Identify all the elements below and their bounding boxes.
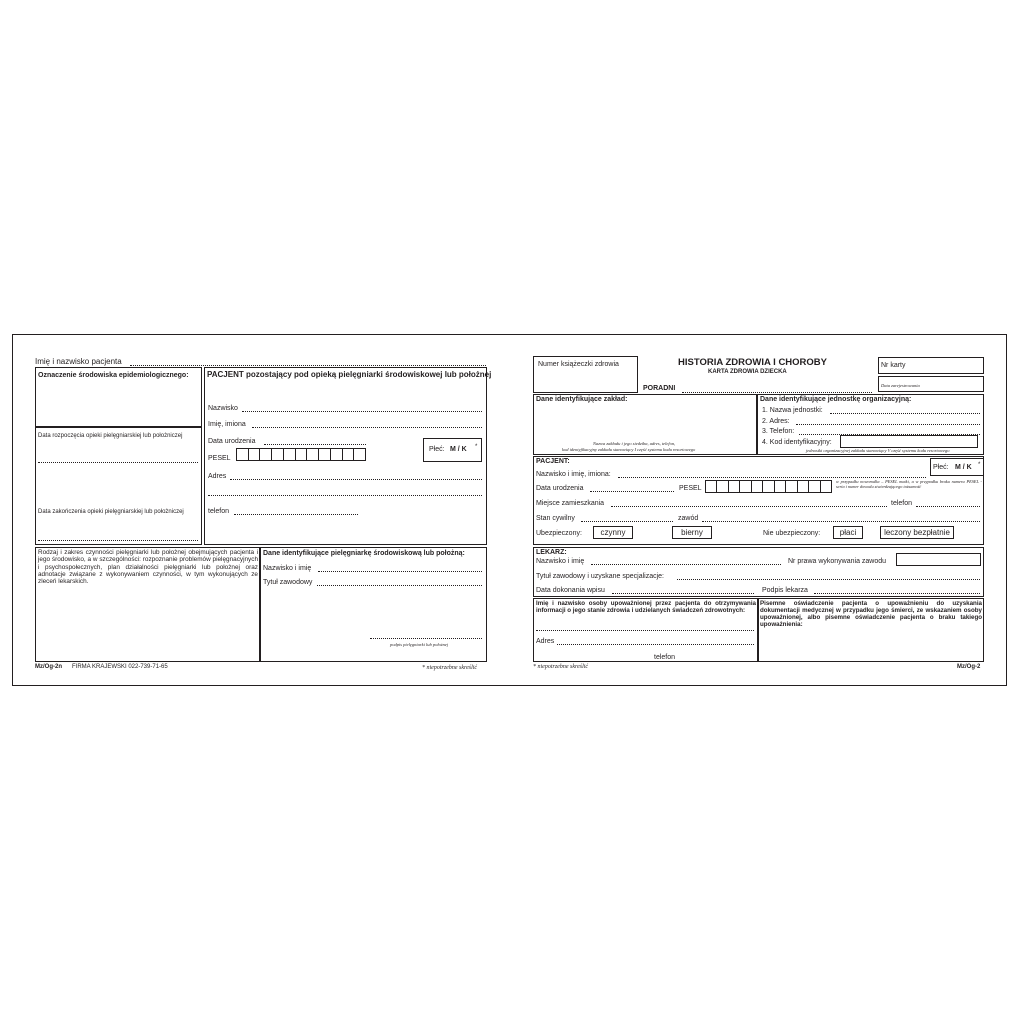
doctor-title-field[interactable] bbox=[677, 579, 980, 580]
clinic-field[interactable] bbox=[682, 392, 872, 393]
license-field[interactable] bbox=[896, 553, 981, 566]
unit-name-field[interactable] bbox=[830, 413, 980, 414]
facility-heading: Dane identyfikujące zakład: bbox=[536, 396, 628, 403]
insured-label: Ubezpieczony: bbox=[536, 530, 582, 537]
pesel-right-cells[interactable] bbox=[705, 480, 832, 493]
authorized-heading: Imię i nazwisko osoby upoważnionej przez pacjenta do otrzymywania informacji o jego stanie zdrowia i udzielanych świadczeń zdrowotnych: bbox=[536, 600, 756, 615]
pays-option[interactable]: płaci bbox=[833, 526, 863, 539]
facility-caption-1: Nazwa zakładu i jego siedziba, adres, telefon, bbox=[593, 441, 676, 446]
birth-right-field[interactable] bbox=[590, 491, 674, 492]
address-label: Adres bbox=[208, 473, 227, 480]
uninsured-label: Nie ubezpieczony: bbox=[763, 530, 821, 537]
firstnames-label: Imię, imiona bbox=[208, 421, 246, 428]
unit-address-label: 2. Adres: bbox=[762, 418, 790, 425]
unit-heading: Dane identyfikujące jednostkę organizacyjną: bbox=[760, 396, 912, 403]
nurse-title-field[interactable] bbox=[317, 585, 482, 586]
job-label: zawód bbox=[678, 515, 699, 522]
pesel-right-note: w przypadku noworodka – PESEL matki, a w przypadku braku numeru PESEL - seria i numer dowodu stwierdzającego tożsamość bbox=[836, 479, 982, 490]
address-field[interactable] bbox=[230, 479, 482, 480]
unit-code-label: 4. Kod identyfikacyjny: bbox=[762, 439, 832, 446]
patient-right-heading: PACJENT: bbox=[536, 458, 570, 465]
insured-active-option[interactable]: czynny bbox=[593, 526, 633, 539]
sex-right-label: Płeć: bbox=[933, 464, 949, 471]
pesel-label: PESEL bbox=[208, 455, 231, 462]
facility-caption-2: kod identyfikacyjny zakładu stanowiący I część systemu kodu resortowego bbox=[562, 447, 696, 452]
unit-phone-label: 3. Telefon: bbox=[762, 428, 795, 435]
doctor-heading: LEKARZ: bbox=[536, 549, 567, 556]
unit-name-label: 1. Nazwa jednostki: bbox=[762, 407, 823, 414]
nurse-title-label: Tytuł zawodowy bbox=[263, 579, 313, 586]
sex-options[interactable]: M / K bbox=[450, 446, 467, 453]
doctor-name-label: Nazwisko i imię bbox=[536, 558, 585, 565]
unit-address-field[interactable] bbox=[796, 424, 980, 425]
left-footer-note: * niepotrzebne skreślić bbox=[422, 665, 478, 671]
care-dates-box bbox=[35, 427, 202, 545]
sex-right-options[interactable]: M / K bbox=[955, 464, 972, 471]
card-no-label[interactable]: Nr karty bbox=[881, 362, 906, 369]
care-end-label: Data zakończenia opieki pielęgniarskiej lub położniczej bbox=[38, 509, 184, 515]
patient-name-label: Imię i nazwisko pacjenta bbox=[35, 357, 122, 366]
nurse-name-label: Nazwisko i imię bbox=[263, 565, 312, 572]
phone-label: telefon bbox=[208, 508, 230, 515]
birth-field[interactable] bbox=[264, 444, 366, 445]
authorized-name-field[interactable] bbox=[536, 630, 754, 631]
civil-field[interactable] bbox=[581, 521, 673, 522]
unit-code-field[interactable] bbox=[840, 435, 978, 448]
left-footer-firm: FIRMA KRAJEWSKI 022-739-71-65 bbox=[72, 664, 168, 670]
sex-label: Płeć: bbox=[429, 446, 445, 453]
firstnames-field[interactable] bbox=[252, 427, 482, 428]
nurse-signature-field[interactable] bbox=[370, 638, 482, 639]
residence-label: Miejsce zamieszkania bbox=[536, 500, 605, 507]
nurse-signature-caption: podpis pielęgniarki lub położnej bbox=[390, 642, 449, 647]
auth-phone-label: telefon bbox=[654, 654, 676, 661]
form-subtitle: KARTA ZDROWIA DZIECKA bbox=[708, 369, 787, 375]
left-footer-code: Mz/Og-2n bbox=[35, 664, 62, 670]
birth-label: Data urodzenia bbox=[208, 438, 256, 445]
pesel-right-label: PESEL bbox=[679, 485, 702, 492]
surname-label: Nazwisko bbox=[208, 405, 238, 412]
doctor-signature-label: Podpis lekarza bbox=[762, 587, 808, 594]
right-footer-code: Mz/Og-2 bbox=[957, 664, 981, 670]
doctor-name-field[interactable] bbox=[591, 564, 781, 565]
auth-address-field[interactable] bbox=[557, 644, 754, 645]
nurse-heading: Dane identyfikujące pielęgniarkę środowiskową lub położną: bbox=[263, 550, 465, 557]
booklet-label: Numer książeczki zdrowia bbox=[538, 361, 619, 368]
nurse-name-field[interactable] bbox=[318, 571, 482, 572]
doctor-signature-field[interactable] bbox=[814, 593, 980, 594]
auth-address-label: Adres bbox=[536, 638, 555, 645]
care-start-label: Data rozpoczęcia opieki pielęgniarskiej lub położniczej bbox=[38, 433, 183, 439]
patient-name-field[interactable] bbox=[130, 365, 486, 366]
insured-passive-option[interactable]: bierny bbox=[672, 526, 712, 539]
phone-field[interactable] bbox=[234, 514, 358, 515]
auth-phone-field[interactable] bbox=[679, 661, 754, 662]
free-option[interactable]: leczony bezpłatnie bbox=[880, 526, 954, 539]
doctor-title-label: Tytuł zawodowy i uzyskane specjalizacje: bbox=[536, 573, 665, 580]
right-footer-note: * niepotrzebne skreślić bbox=[533, 664, 589, 670]
form-title: HISTORIA ZDROWIA I CHOROBY bbox=[678, 357, 828, 368]
name-right-label: Nazwisko i imię, imiona: bbox=[536, 471, 611, 478]
phone-right-field[interactable] bbox=[916, 506, 980, 507]
address-field-2[interactable] bbox=[208, 495, 482, 496]
reg-date-caption: Data zarejestrowania bbox=[881, 383, 920, 388]
surname-field[interactable] bbox=[242, 411, 482, 412]
epid-label: Oznaczenie środowiska epidemiologicznego: bbox=[38, 372, 189, 379]
sex-right-mark: * bbox=[978, 462, 981, 468]
phone-right-label: telefon bbox=[891, 500, 913, 507]
entry-date-label: Data dokonania wpisu bbox=[536, 587, 605, 594]
entry-date-field[interactable] bbox=[612, 593, 754, 594]
statement-heading: Pisemne oświadczenie pacjenta o upoważnieniu do uzyskania dokumentacji medycznej w przypadku jego śmierci, ze wskazaniem osoby upoważnionej, albo pisemne oświadczenie pacjenta o braku takiego upoważnienia: bbox=[760, 600, 982, 629]
license-label: Nr prawa wykonywania zawodu bbox=[788, 558, 887, 565]
patient-heading: PACJENT pozostający pod opieką pielęgniarki środowiskowej lub położnej bbox=[207, 370, 492, 379]
residence-field[interactable] bbox=[611, 506, 887, 507]
civil-label: Stan cywilny bbox=[536, 515, 575, 522]
care-start-field[interactable] bbox=[38, 462, 198, 463]
scope-text: Rodzaj i zakres czynności pielęgniarki lub położnej obejmujących pacjenta i jego środowisko, a w szczególności: rozpoznanie problemów pielęgnacyjnych i psychospołecznych, plan działalności pielęgniarki lub położnej oraz adnotacje związane z wykonywaniem czynności, w tym wykonujących ze zleceń lekarskich. bbox=[38, 549, 258, 586]
sex-mark: * bbox=[475, 444, 478, 450]
pesel-cells[interactable] bbox=[236, 448, 366, 461]
auth-address-field-2[interactable] bbox=[536, 661, 650, 662]
care-end-field[interactable] bbox=[38, 540, 198, 541]
unit-code-caption: jednostki organizacyjnej zakładu stanowiący V część systemu kodu resortowego bbox=[806, 448, 950, 453]
clinic-label: PORADNI bbox=[643, 385, 676, 392]
job-field[interactable] bbox=[702, 521, 980, 522]
name-right-field[interactable] bbox=[618, 477, 926, 478]
birth-right-label: Data urodzenia bbox=[536, 485, 584, 492]
